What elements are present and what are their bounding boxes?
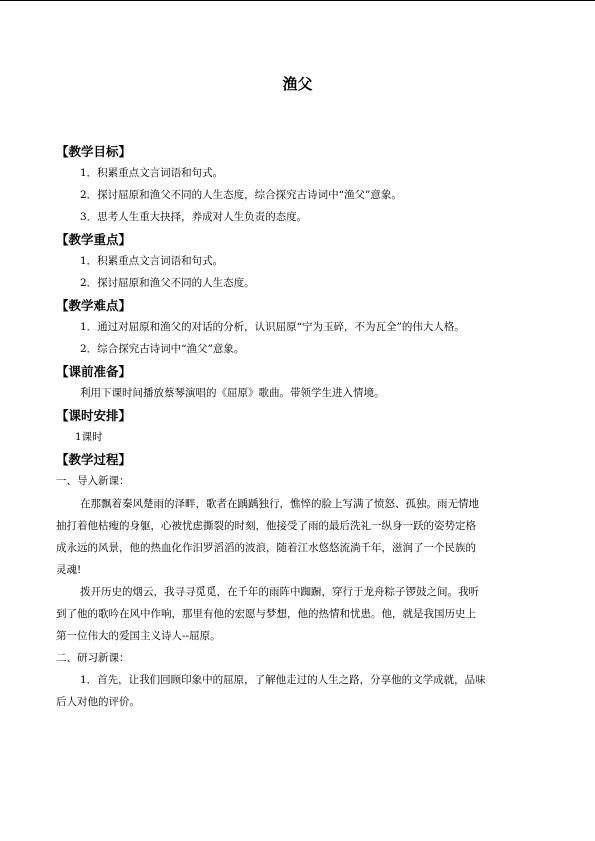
key-point-item: 2．探讨屈原和渔父不同的人生态度。 xyxy=(80,277,255,289)
paragraph-line: 后人对他的评价。 xyxy=(56,696,140,708)
heading-preparation: 【课前准备】 xyxy=(56,364,132,379)
paragraph-line: 到了他的歌吟在风中作响，那里有他的宏愿与梦想，他的热情和忧患。他，就是我国历史上 xyxy=(56,608,476,620)
page-title: 渔父 xyxy=(282,75,313,93)
paragraph-line: 抽打着他枯瘦的身躯，心被忧虑撕裂的时刻，他接受了雨的最后洗礼一纵身一跃的姿势定格 xyxy=(56,520,476,532)
goal-item: 2．探讨屈原和渔父不同的人生态度，综合探究古诗词中“渔父”意象。 xyxy=(80,189,402,201)
paragraph-line: 第一位伟大的爱国主义诗人--屈原。 xyxy=(56,630,221,642)
paragraph-line: 在那飘着秦风楚雨的泽畔，歌者在踽踽独行，憔悴的脸上写满了愤怒、孤独。雨无情地 xyxy=(80,498,479,510)
section-study: 二、研习新课： xyxy=(56,652,130,664)
header-rule xyxy=(0,0,595,1)
difficulty-item: 1．通过对屈原和渔父的对话的分析，认识屈原“宁为玉碎，不为瓦全”的伟大人格。 xyxy=(80,321,465,333)
goal-item: 3．思考人生重大抉择，养成对人生负责的态度。 xyxy=(80,211,308,223)
paragraph-line: 1．首先，让我们回顾印象中的屈原，了解他走过的人生之路，分享他的文学成就，品味 xyxy=(80,674,486,686)
paragraph-line: 灵魂! xyxy=(56,564,82,576)
key-point-item: 1．积累重点文言词语和句式。 xyxy=(80,255,224,267)
heading-teaching-goals: 【教学目标】 xyxy=(56,144,132,159)
schedule-text: 1课时 xyxy=(75,431,103,443)
heading-key-points: 【教学重点】 xyxy=(56,232,132,247)
heading-schedule: 【课时安排】 xyxy=(56,408,132,423)
heading-process: 【教学过程】 xyxy=(56,452,132,467)
section-intro: 一、导入新课： xyxy=(56,475,130,487)
preparation-text: 利用下课时间播放蔡琴演唱的《屈原》歌曲。带领学生进入情境。 xyxy=(80,387,385,399)
goal-item: 1．积累重点文言词语和句式。 xyxy=(80,167,224,179)
paragraph-line: 拨开历史的烟云，我寻寻觅觅，在千年的雨阵中踟蹰，穿行于龙舟粽子锣鼓之间。我听 xyxy=(80,586,479,598)
difficulty-item: 2．综合探究古诗词中“渔父”意象。 xyxy=(80,343,245,355)
heading-difficulties: 【教学难点】 xyxy=(56,298,132,313)
paragraph-line: 成永远的风景，他的热血化作汨罗滔滔的波浪，随着江水悠悠流淌千年，滋润了一个民族的 xyxy=(56,542,476,554)
